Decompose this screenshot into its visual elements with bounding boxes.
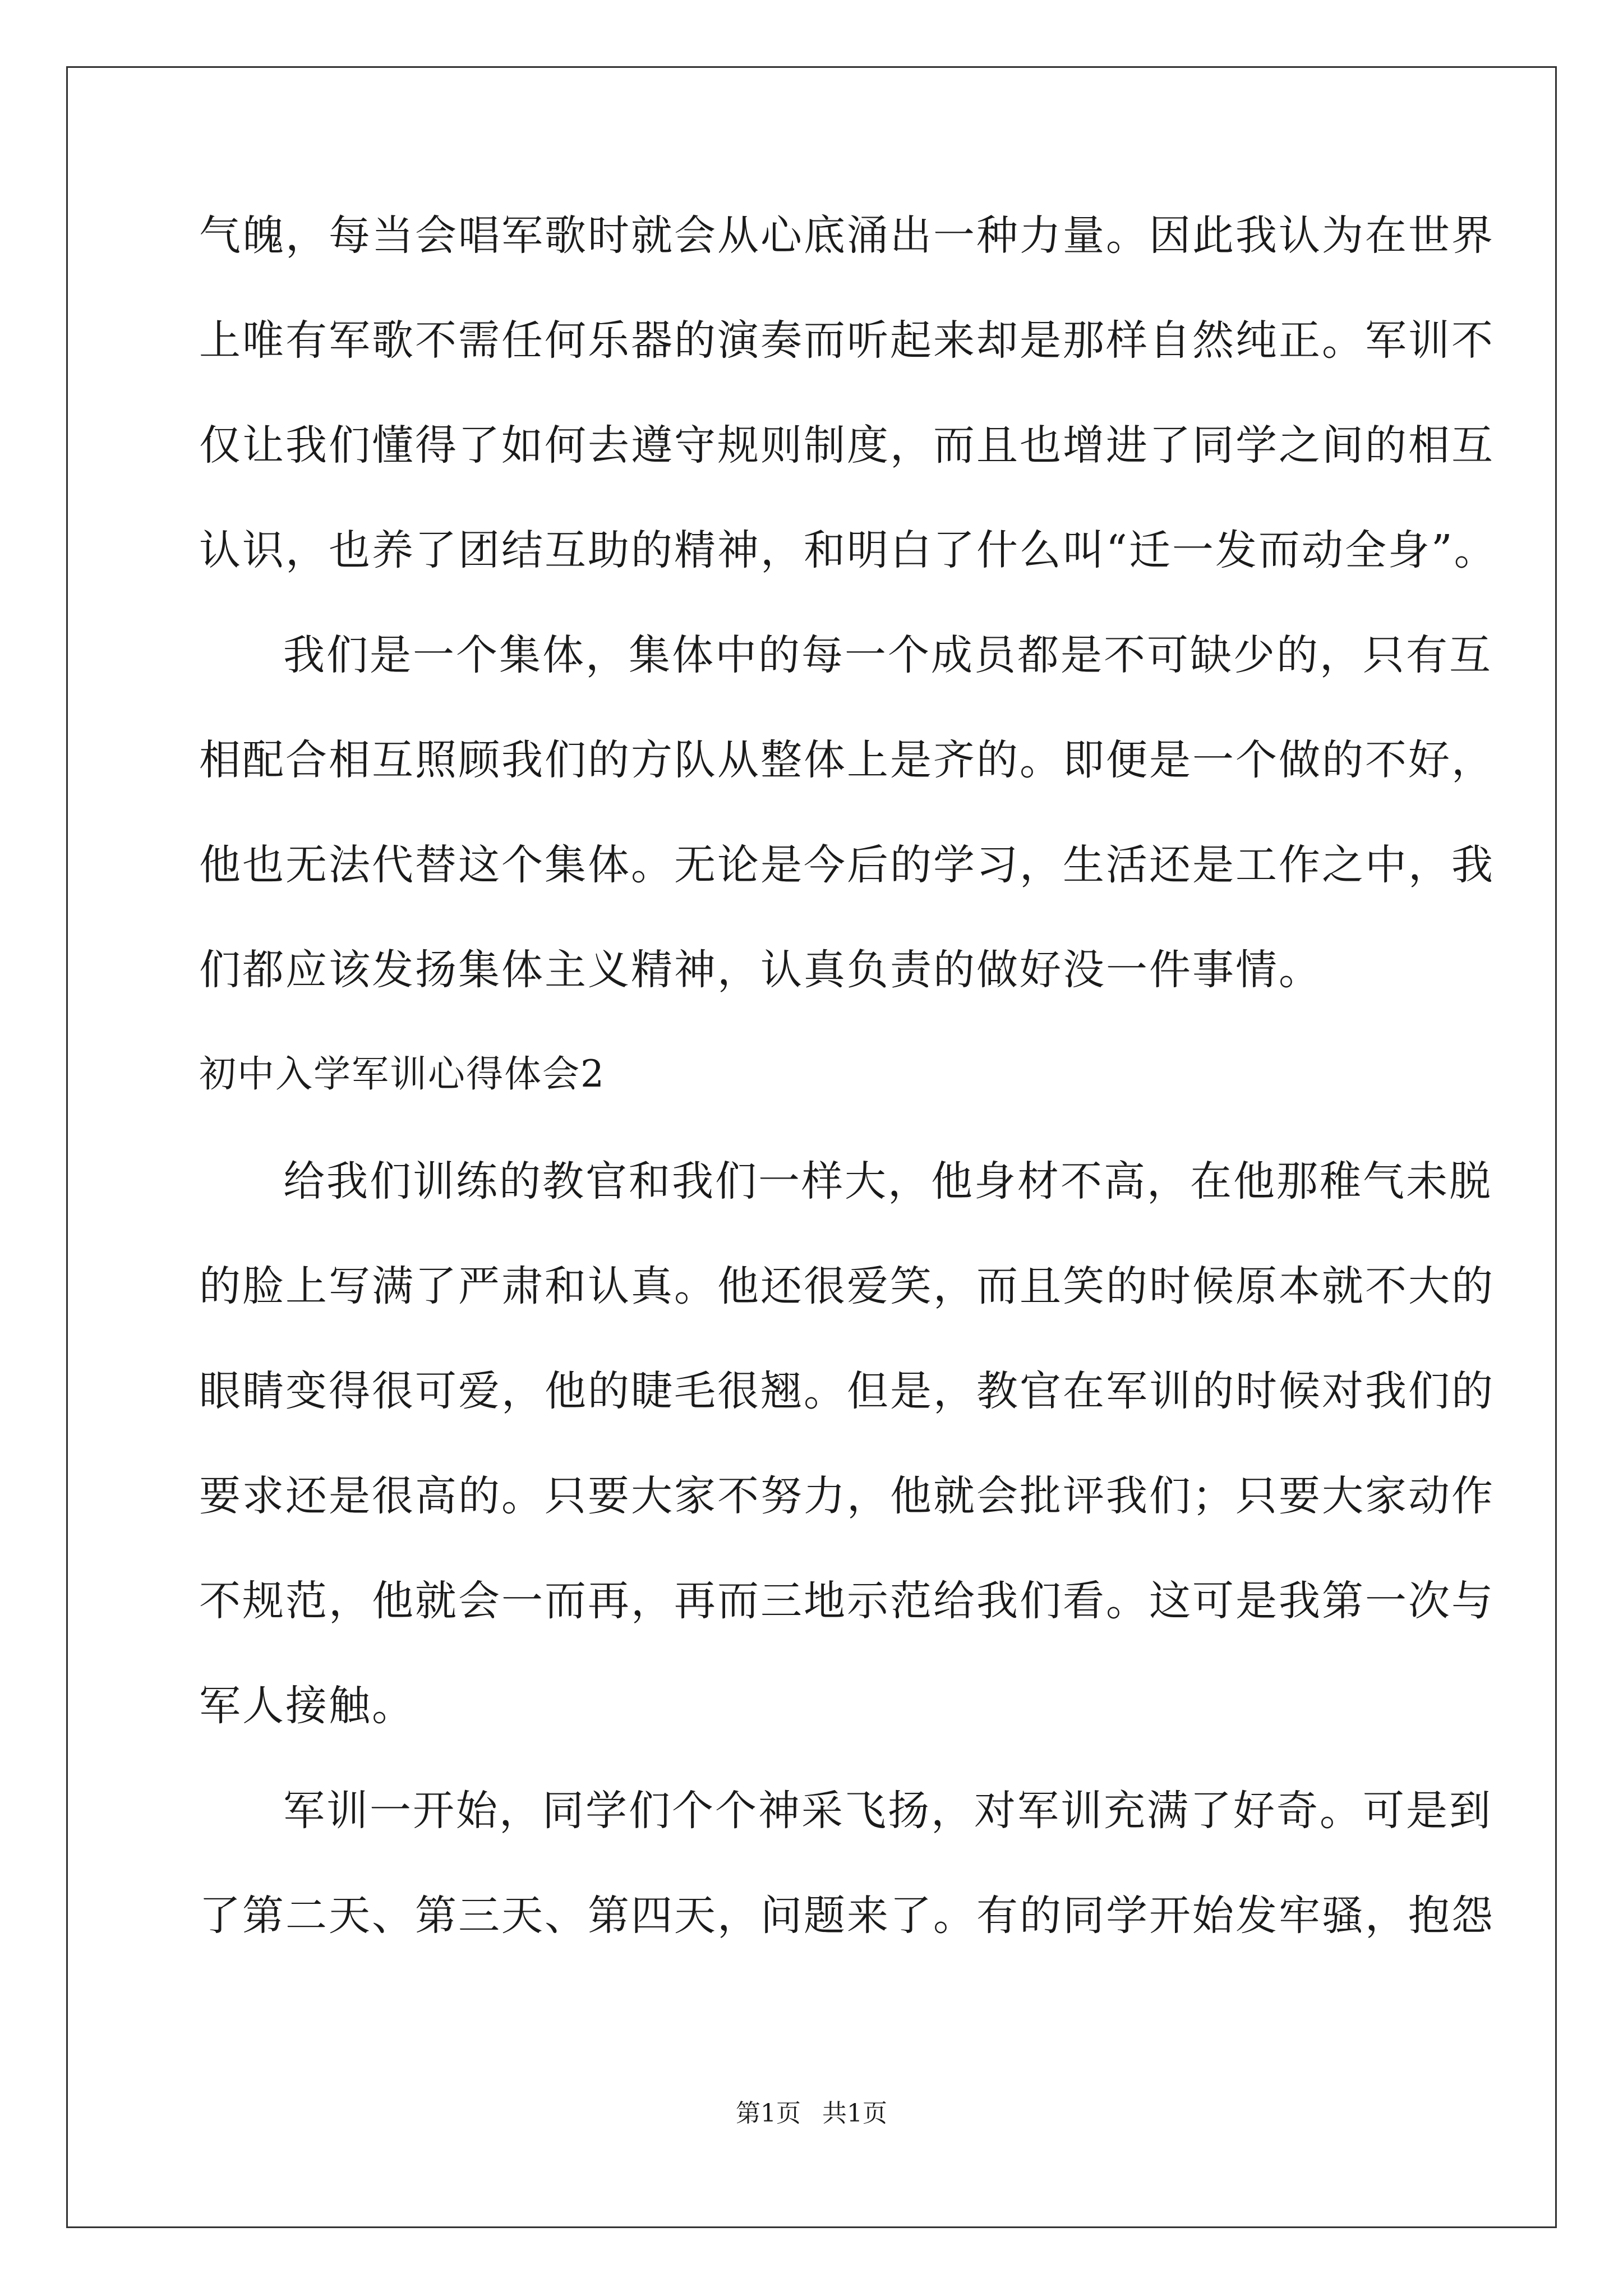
paragraph-4-line-1: 军训一开始，同学们个个神采飞扬，对军训充满了好奇。可是到 [283,1787,1492,1835]
paragraph-2-line-1: 我们是一个集体，集体中的每一个成员都是不可缺少的，只有互 [283,631,1492,679]
page-footer [0,2097,1623,2131]
paragraph-3-line-4: 要求还是很高的。只要大家不努力，他就会批评我们；只要大家动作 [199,1472,1495,1520]
paragraph-2-line-4: 们都应该发扬集体主义精神，认真负责的做好没一件事情。 [199,946,1322,994]
paragraph-1-line-1: 气魄，每当会唱军歌时就会从心底涌出一种力量。因此我认为在世界 [199,211,1495,260]
section-title: 初中入学军训心得体会2 [199,1052,605,1096]
paragraph-3-line-3: 眼睛变得很可爱，他的睫毛很翘。但是，教官在军训的时候对我们的 [199,1367,1495,1415]
paragraph-3-line-2: 的脸上写满了严肃和认真。他还很爱笑，而且笑的时候原本就不大的 [199,1262,1495,1310]
paragraph-3-line-1: 给我们训练的教官和我们一样大，他身材不高，在他那稚气未脱 [283,1157,1492,1205]
paragraph-1-line-4: 认识，也养了团结互助的精神，和明白了什么叫“迁一发而动全身”。 [199,526,1497,574]
paragraph-1-line-3: 仅让我们懂得了如何去遵守规则制度，而且也增进了同学之间的相互 [199,421,1495,470]
total-pages-label: 共1页 [822,2099,887,2128]
current-page-label: 第1页 [736,2099,801,2128]
paragraph-4-line-2: 了第二天、第三天、第四天，问题来了。有的同学开始发牢骚，抱怨 [199,1892,1495,1940]
paragraph-2-line-2: 相配合相互照顾我们的方队从整体上是齐的。即便是一个做的不好， [199,736,1495,784]
paragraph-3-line-6: 军人接触。 [199,1682,415,1730]
paragraph-1-line-2: 上唯有军歌不需任何乐器的演奏而听起来却是那样自然纯正。军训不 [199,316,1495,365]
paragraph-3-line-5: 不规范，他就会一而再，再而三地示范给我们看。这可是我第一次与 [199,1577,1495,1625]
paragraph-2-line-3: 他也无法代替这个集体。无论是今后的学习，生活还是工作之中，我 [199,841,1495,889]
